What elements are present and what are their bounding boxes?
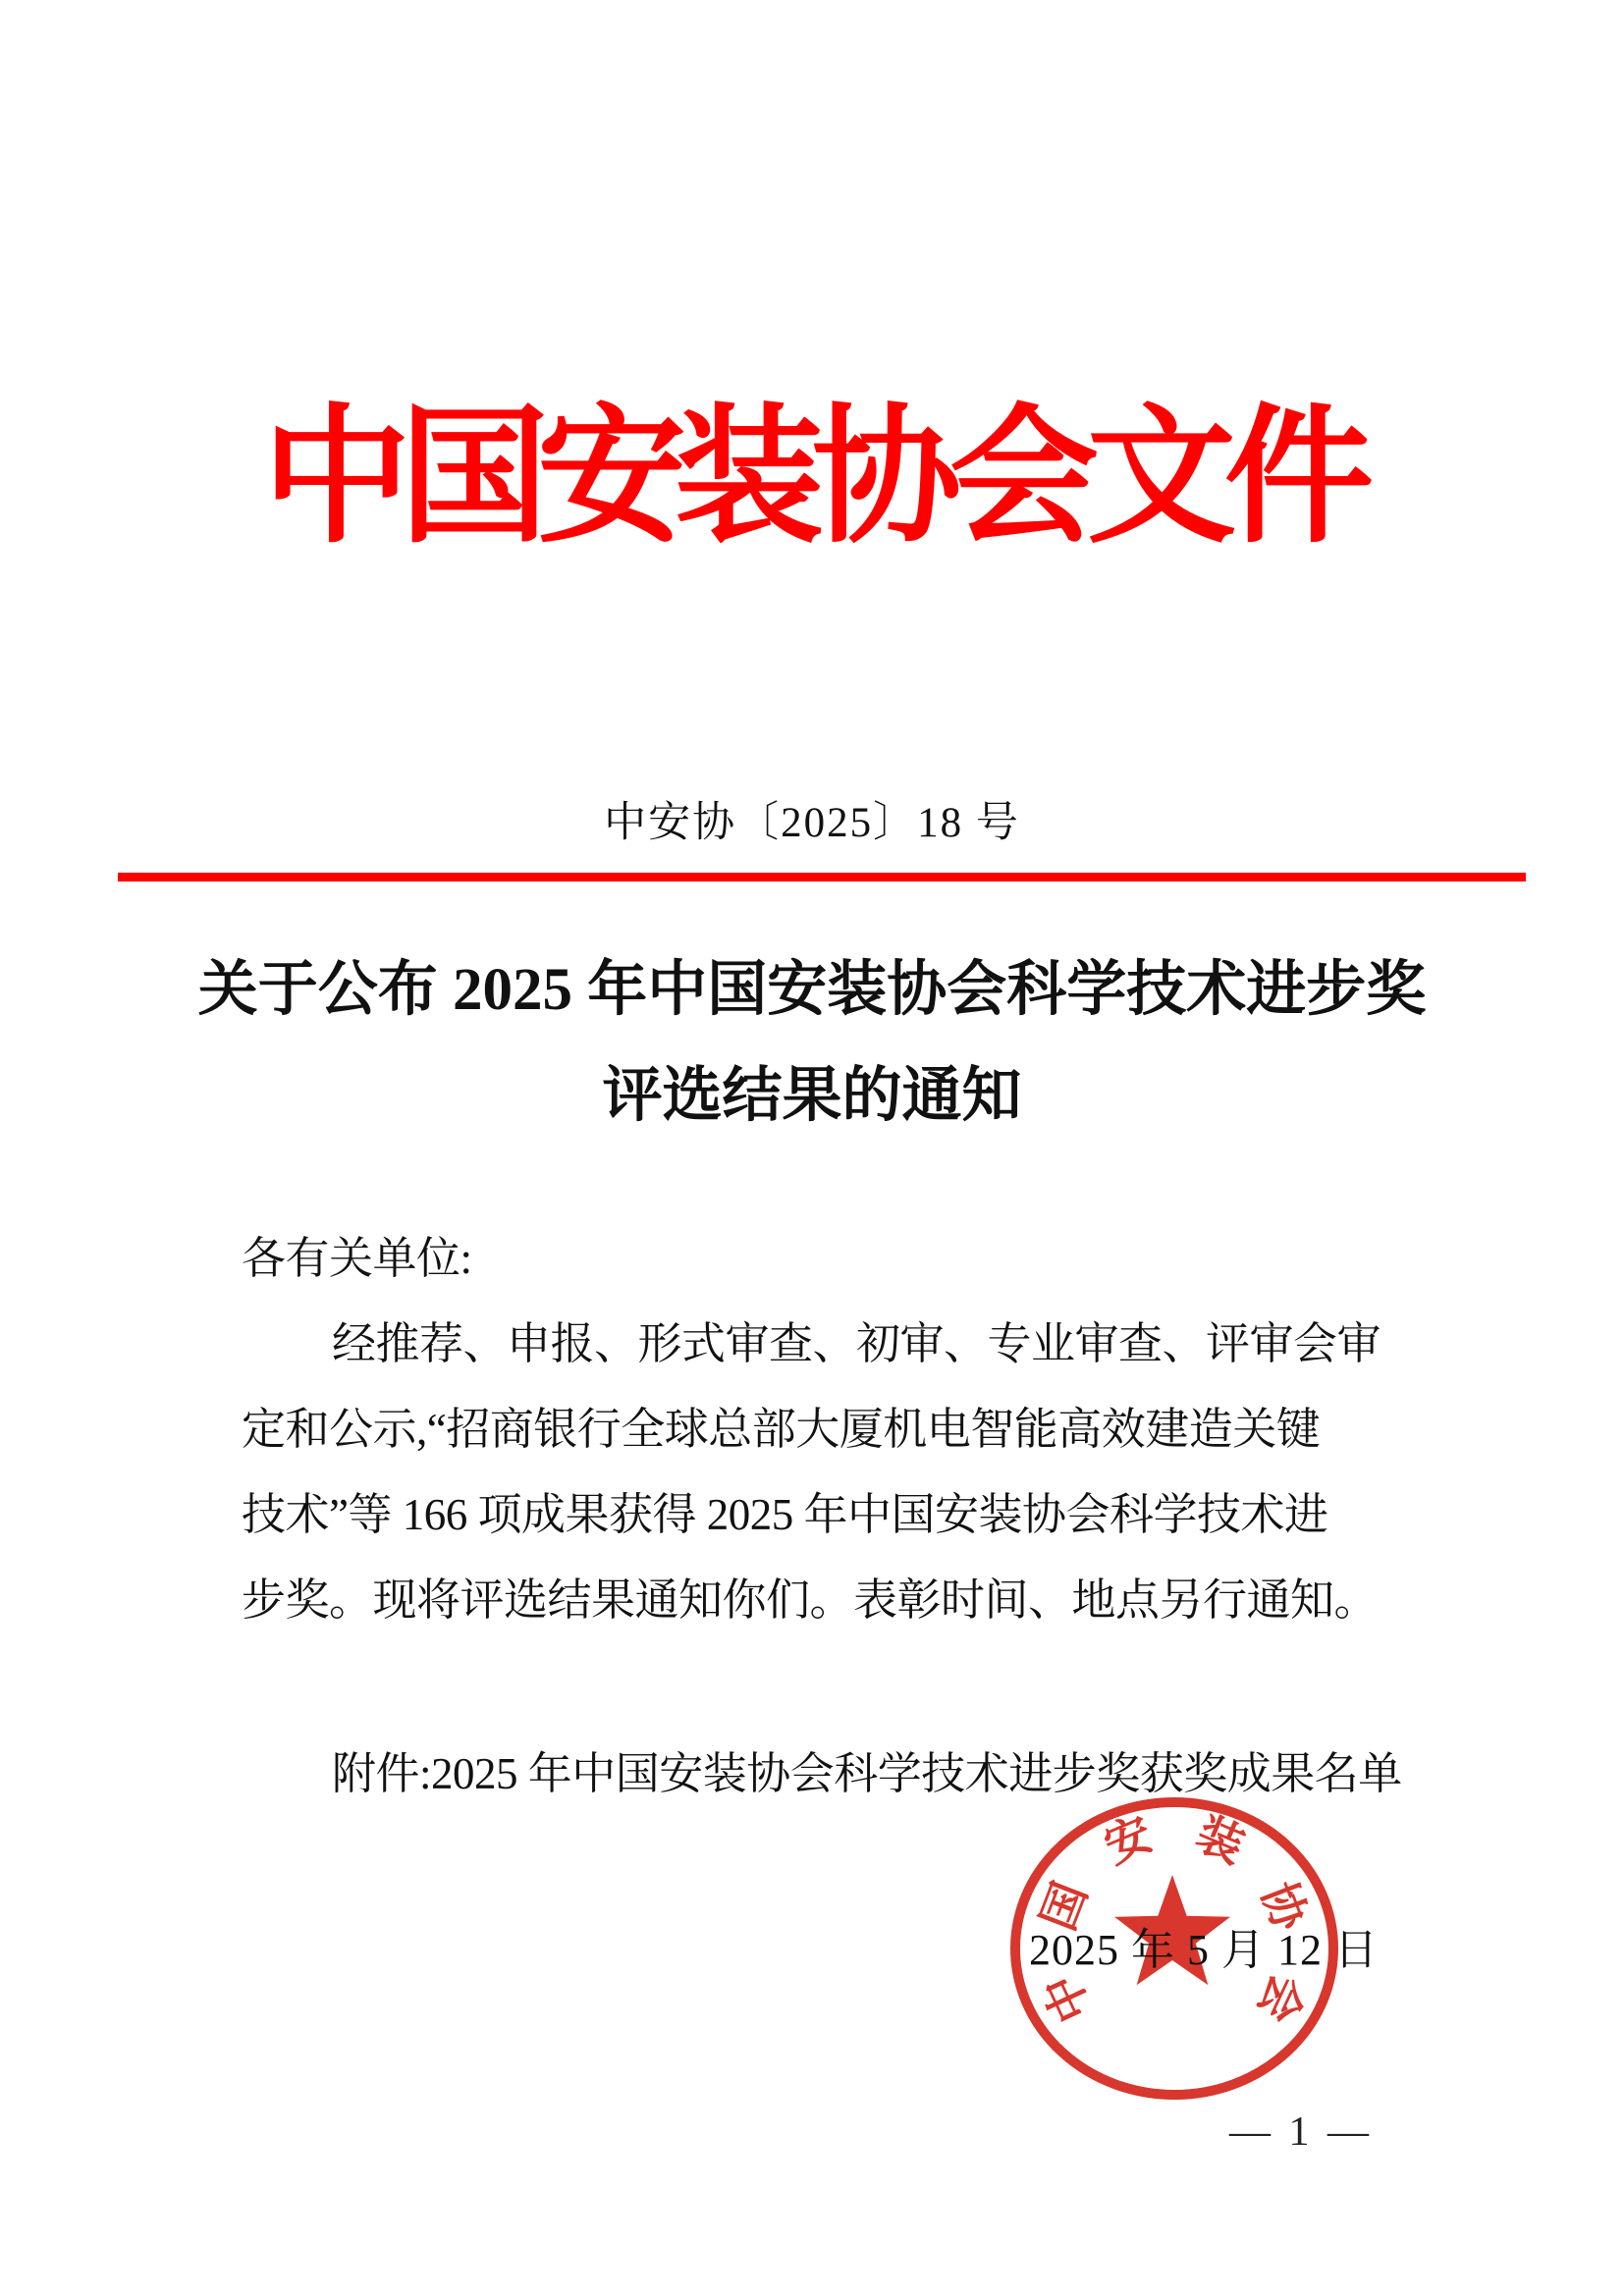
salutation-line: 各有关单位: <box>242 1234 472 1283</box>
seal-char: 中 <box>1035 1966 1102 2030</box>
body-paragraph-line: 技术”等 166 项成果获得 2025 年中国安装协会科学技术进 <box>242 1490 1328 1539</box>
seal-char: 国 <box>1033 1876 1098 1938</box>
attachment-line: 附件:2025 年中国安装协会科学技术进步奖获奖成果名单 <box>332 1749 1402 1798</box>
body-paragraph-line: 定和公示,“招商银行全球总部大厦机电智能高效建造关键 <box>242 1405 1321 1454</box>
document-number: 中安协〔2025〕18 号 <box>604 800 1020 846</box>
body-paragraph-line: 经推荐、申报、形式审查、初审、专业审查、评审会审 <box>332 1319 1381 1368</box>
body-paragraph-line: 步奖。现将评选结果通知你们。表彰时间、地点另行通知。 <box>242 1575 1379 1625</box>
seal-char: 安 <box>1097 1808 1161 1874</box>
org-header-title: 中国安装协会文件 <box>262 396 1362 561</box>
seal-char: 会 <box>1247 1966 1314 2030</box>
notice-title-line2: 评选结果的通知 <box>602 1063 1022 1129</box>
seal-char: 装 <box>1188 1808 1252 1874</box>
signature-date: 2025 年 5 月 12 日 <box>1029 1926 1379 1974</box>
red-divider-line <box>118 873 1526 881</box>
page-number: — 1 — <box>1229 2109 1373 2155</box>
notice-title-line1: 关于公布 2025 年中国安装协会科学技术进步奖 <box>197 957 1427 1023</box>
seal-char: 协 <box>1251 1876 1316 1938</box>
